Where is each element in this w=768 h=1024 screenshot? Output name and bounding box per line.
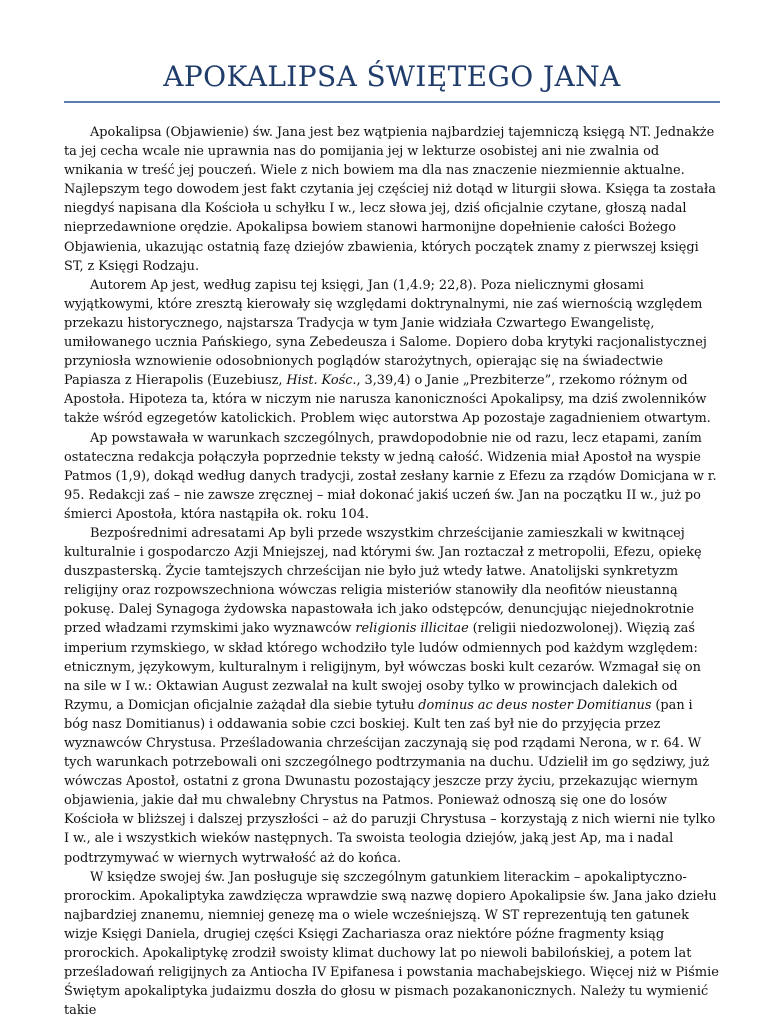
paragraph-text: (religii niedozwolonej). Więzią zaś imperium rzymskiego, w skład którego wchodziło tyle ludów odmiennych pod każdym względem: etnicznym, językowym, kulturalnym i religijnym, był wówczas boski kult cezarów. Wzmagał się on na sile w I w.: Oktawian August zezwalał na kult swojej osoby tylko w prowincjach dalekich od Rzymu, a Domicjan oficjalnie zażądał dla siebie tytułu	[64, 621, 701, 713]
paragraph-text: W księdze swojej św. Jan posługuje się szczególnym gatunkiem literackim – apokaliptyczno-prorockim. Apokaliptyka zawdzięcza wprawdzie swą nazwę dopiero Apokalipsie św. Jana jako dziełu najbardziej znanemu, niemniej genezę ma o wiele wcześniejszą. W ST reprezentują ten gatunek wizje Księgi Daniela, drugiej części Księgi Zachariasza oraz niektóre późne fragmenty ksiąg prorockich. Apokaliptykę zrodził swoisty klimat duchowy lat po niewoli babilońskiej, a potem lat prześladowań religijnych za Antiocha IV Epifanesa i powstania machabejskiego. Więcej niż w Piśmie Świętym apokaliptyka judaizmu doszła do głosu w pismach pozakanonicznych. Należy tu wymienić takie	[64, 869, 719, 1019]
paragraph-text: Ap powstawała w warunkach szczególnych, prawdopodobnie nie od razu, lecz etapami, zaním ostateczna redakcja połączyła poprzednie teksty w jedną całość. Widzenia miał Apostoł na wyspie Patmos (1,9), dokąd według danych tradycji, został zesłany karnie z Efezu za rządów Domicjana w r. 95. Redakcji zaś – nie zawsze zręcznej – miał dokonać jakiś uczeń św. Jan na początku II w., już po śmierci Apostoła, która nastąpiła ok. roku 104.	[64, 430, 717, 522]
paragraph-genre	[64, 868, 720, 1021]
italic-citation: Hist. Kośc.	[286, 373, 357, 389]
paragraph-authorship	[64, 276, 720, 429]
italic-latin-phrase: dominus ac deus noster Domitianus	[418, 697, 652, 713]
page-title: APOKALIPSA ŚWIĘTEGO JANA	[163, 60, 621, 93]
paragraph-text: , 3,39,4) o Janie „Prezbiterze”, rzekomo różnym od Apostoła. Hipoteza ta, która w niczym nie narusza kanoniczności Apokalipsy, ma dziś zwolenników także wśród egzegetów katolickich. Problem więc autorstwa Ap pozostaje zagadnieniem otwartym.	[64, 373, 711, 427]
paragraph-addressees	[64, 524, 720, 868]
document-page	[64, 60, 720, 1020]
paragraph-text: Apokalipsa (Objawienie) św. Jana jest bez wątpienia najbardziej tajemniczą księgą NT. Jednakże ta jej cecha wcale nie uprawnia nas do pomijania jej w lekturze osobistej ani nie zwalnia od wnikania w treść jej pouczeń. Wiele z nich bowiem ma dla nas znaczenie niezmiennie aktualne. Najlepszym tego dowodem jest fakt czytania jej częściej niż dotąd w liturgii słowa. Księga ta została niegdyś napisana dla Kościoła u schyłku I w., lecz słowa jej, dziś oficjalnie czytane, głoszą nadal nieprzedawnione orędzie. Apokalipsa bowiem stanowi harmonijne dopełnienie całości Bożego Objawienia, ukazując ostatnią fazę dziejów zbawienia, których początek znamy z pierwszej księgi ST, z Księgi Rodzaju.	[64, 125, 716, 274]
paragraph-text: Autorem Ap jest, według zapisu tej księgi, Jan (1,4.9; 22,8). Poza nielicznymi głosami wyjątkowymi, które zresztą kierowały się względami doktrynalnymi, nie zaś wiernością względem przekazu historycznego, najstarsza Tradycja w tym Janie widziała Czwartego Ewangelistę, umiłowanego ucznia Pańskiego, syna Zebedeusza i Salome. Dopiero doba krytyki racjonalistycznej przyniosła wznowienie odosobnionych poglądów starożytnych, opierając się na świadectwie Papiasza z Hierapolis (Euzebiusz,	[64, 277, 707, 389]
italic-latin-phrase: religionis illicitae	[355, 621, 469, 637]
paragraph-intro	[64, 123, 720, 276]
paragraph-text: Bezpośrednimi adresatami Ap byli przede wszystkim chrześcijanie zamieszkali w kwitnącej kulturalnie i gospodarczo Azji Mniejszej, nad którymi św. Jan roztaczał z metropolii, Efezu, opiekę duszpasterską. Życie tamtejszych chrześcijan nie było już wtedy łatwe. Anatolijski synkretyzm religijny oraz rozpowszechniona wówczas religia misteriów stanowiły dla neofitów nieustanną pokusę. Dalej Synagoga żydowska napastowała ich jako odstępców, denuncjując niejednokrotnie przed władzami rzymskimi jako wyznawców	[64, 525, 702, 637]
paragraph-origin	[64, 429, 720, 524]
paragraph-text: (pan i bóg nasz Domitianus) i oddawania sobie czci boskiej. Kult ten zaś był nie do przyjęcia przez wyznawców Chrystusa. Prześladowania chrześcijan zaczynają się pod rządami Nerona, w r. 64. W tych warunkach potrzebowali oni szczególnego podtrzymania na duchu. Udzielił im go sędziwy, już wówczas Apostoł, ostatni z grona Dwunastu pozostający jeszcze przy życiu, przekazując wiernym objawienia, jakie dał mu chwalebny Chrystus na Patmos. Ponieważ odnoszą się one do losów Kościoła w bliższej i dalszej przyszłości – aż do paruzji Chrystusa – korzystają z nich wierni nie tylko I w., ale i wszystkich wieków następnych. Ta swoista teologia dziejów, jaką jest Ap, ma i nadal podtrzymywać w wiernych wytrwałość aż do końca.	[64, 697, 716, 866]
title-underline	[64, 101, 720, 103]
